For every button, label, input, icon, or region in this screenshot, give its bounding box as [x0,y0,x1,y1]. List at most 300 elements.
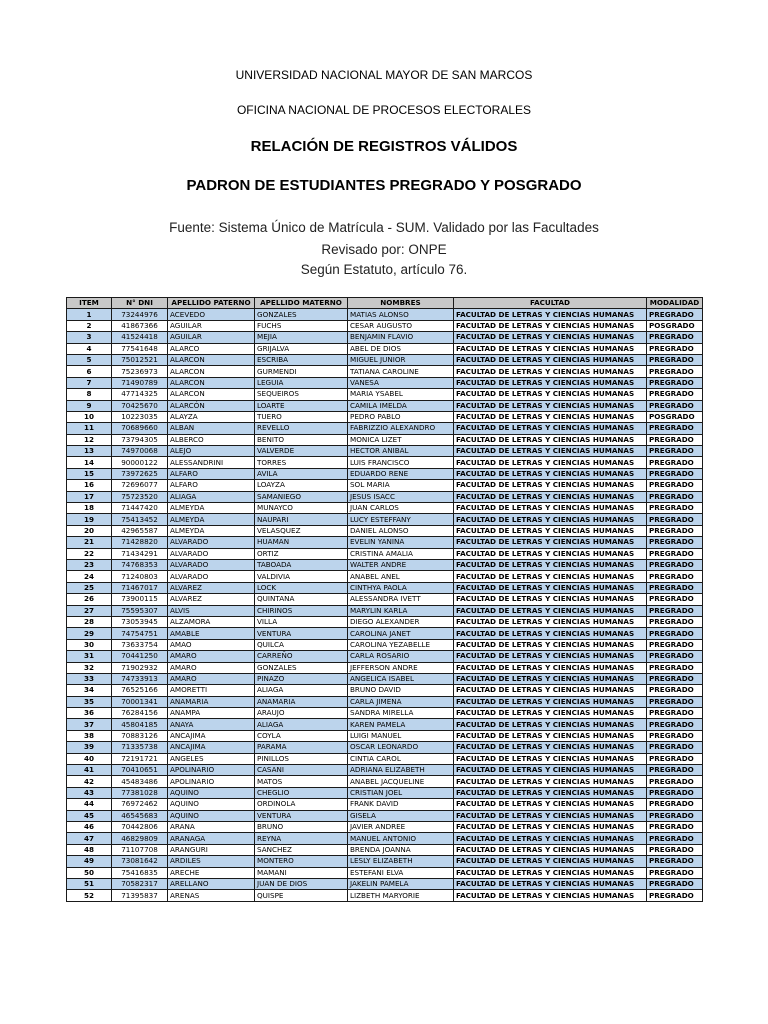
faculty-cell: FACULTAD DE LETRAS Y CIENCIAS HUMANAS [454,332,647,343]
faculty-cell: FACULTAD DE LETRAS Y CIENCIAS HUMANAS [454,411,647,422]
names-cell: MARYLIN KARLA [348,605,454,616]
names-cell: CINTHYA PAOLA [348,582,454,593]
table-row [67,343,703,354]
item-cell: 50 [67,867,112,878]
paternal-surname-cell: ALFARO [168,468,255,479]
maternal-surname-cell: VELASQUEZ [255,525,348,536]
maternal-surname-cell: SAMANIEGO [255,491,348,502]
faculty-cell: FACULTAD DE LETRAS Y CIENCIAS HUMANAS [454,856,647,867]
maternal-surname-cell: NAUPARI [255,514,348,525]
table-row [67,400,703,411]
names-cell: MARIA YSABEL [348,389,454,400]
maternal-surname-cell: QUISPE [255,890,348,901]
names-cell: CINTIA CAROL [348,753,454,764]
item-cell: 6 [67,366,112,377]
names-cell: JEFFERSON ANDRE [348,662,454,673]
item-cell: 26 [67,594,112,605]
item-cell: 4 [67,343,112,354]
dni-cell: 75236973 [112,366,168,377]
modality-cell: PREGRADO [647,833,703,844]
maternal-surname-cell: MATOS [255,776,348,787]
dni-cell: 70425670 [112,400,168,411]
table-row [67,708,703,719]
modality-cell: PREGRADO [647,377,703,388]
modality-cell: PREGRADO [647,890,703,901]
modality-cell: PREGRADO [647,719,703,730]
modality-cell: PREGRADO [647,651,703,662]
dni-cell: 73633754 [112,639,168,650]
faculty-cell: FACULTAD DE LETRAS Y CIENCIAS HUMANAS [454,833,647,844]
maternal-surname-cell: VENTURA [255,628,348,639]
modality-cell: PREGRADO [647,696,703,707]
dni-cell: 71434291 [112,548,168,559]
paternal-surname-cell: AQUINO [168,810,255,821]
table-row [67,639,703,650]
modality-cell: PREGRADO [647,639,703,650]
table-row [67,730,703,741]
names-cell: EVELIN YANINA [348,537,454,548]
paternal-surname-cell: ARANA [168,821,255,832]
modality-cell: PREGRADO [647,400,703,411]
faculty-cell: FACULTAD DE LETRAS Y CIENCIAS HUMANAS [454,639,647,650]
maternal-surname-cell: GRIJALVA [255,343,348,354]
dni-cell: 74754751 [112,628,168,639]
modality-cell: PREGRADO [647,582,703,593]
modality-cell: PREGRADO [647,662,703,673]
dni-cell: 71240803 [112,571,168,582]
modality-cell: PREGRADO [647,799,703,810]
table-row [67,309,703,320]
names-cell: OSCAR LEONARDO [348,742,454,753]
dni-cell: 72696077 [112,480,168,491]
names-cell: DANIEL ALONSO [348,525,454,536]
faculty-cell: FACULTAD DE LETRAS Y CIENCIAS HUMANAS [454,480,647,491]
item-cell: 32 [67,662,112,673]
table-row [67,673,703,684]
maternal-surname-cell: VALVERDE [255,446,348,457]
table-row [67,628,703,639]
paternal-surname-cell: ALVARADO [168,537,255,548]
modality-cell: PREGRADO [647,856,703,867]
faculty-cell: FACULTAD DE LETRAS Y CIENCIAS HUMANAS [454,787,647,798]
statute-note: Según Estatuto, artículo 76. [300,262,468,277]
dni-cell: 70442806 [112,821,168,832]
dni-cell: 71467017 [112,582,168,593]
dni-cell: 71395837 [112,890,168,901]
paternal-surname-cell: ALVARADO [168,559,255,570]
item-cell: 29 [67,628,112,639]
faculty-cell: FACULTAD DE LETRAS Y CIENCIAS HUMANAS [454,548,647,559]
names-cell: MATIAS ALONSO [348,309,454,320]
paternal-surname-cell: ARENAS [168,890,255,901]
modality-cell: PREGRADO [647,594,703,605]
table-row [67,548,703,559]
table-header-row [67,298,703,309]
item-cell: 35 [67,696,112,707]
modality-cell: PREGRADO [647,332,703,343]
paternal-surname-cell: ANCAJIMA [168,742,255,753]
reviewed-note: Revisado por: ONPE [321,242,447,257]
names-cell: CAROLINA JANET [348,628,454,639]
table-row [67,411,703,422]
faculty-cell: FACULTAD DE LETRAS Y CIENCIAS HUMANAS [454,799,647,810]
names-cell: LESLY ELIZABETH [348,856,454,867]
modality-cell: PREGRADO [647,480,703,491]
paternal-surname-cell: ACEVEDO [168,309,255,320]
dni-cell: 70410651 [112,765,168,776]
paternal-surname-cell: ALVARADO [168,571,255,582]
paternal-surname-cell: AQUINO [168,787,255,798]
item-cell: 25 [67,582,112,593]
paternal-surname-cell: ALARCON [168,354,255,365]
faculty-cell: FACULTAD DE LETRAS Y CIENCIAS HUMANAS [454,673,647,684]
item-cell: 45 [67,810,112,821]
names-cell: CARLA ROSARIO [348,651,454,662]
dni-cell: 71490789 [112,377,168,388]
table-row [67,719,703,730]
modality-cell: PREGRADO [647,844,703,855]
column-header-maternal-surname: APELLIDO MATERNO [255,298,348,309]
table-row [67,389,703,400]
names-cell: BRUNO DAVID [348,685,454,696]
modality-cell: PREGRADO [647,685,703,696]
faculty-cell: FACULTAD DE LETRAS Y CIENCIAS HUMANAS [454,354,647,365]
paternal-surname-cell: ALVAREZ [168,582,255,593]
faculty-cell: FACULTAD DE LETRAS Y CIENCIAS HUMANAS [454,571,647,582]
table-row [67,354,703,365]
maternal-surname-cell: REYNA [255,833,348,844]
column-header-names: NOMBRES [348,298,454,309]
dni-cell: 76972462 [112,799,168,810]
names-cell: JAVIER ANDREE [348,821,454,832]
names-cell: HECTOR ANIBAL [348,446,454,457]
names-cell: LUIGI MANUEL [348,730,454,741]
item-cell: 33 [67,673,112,684]
paternal-surname-cell: ARDILES [168,856,255,867]
faculty-cell: FACULTAD DE LETRAS Y CIENCIAS HUMANAS [454,320,647,331]
names-cell: DIEGO ALEXANDER [348,616,454,627]
modality-cell: PREGRADO [647,616,703,627]
names-cell: FRANK DAVID [348,799,454,810]
faculty-cell: FACULTAD DE LETRAS Y CIENCIAS HUMANAS [454,400,647,411]
dni-cell: 71335738 [112,742,168,753]
modality-cell: POSGRADO [647,411,703,422]
item-cell: 17 [67,491,112,502]
paternal-surname-cell: ARECHE [168,867,255,878]
maternal-surname-cell: HUAMAN [255,537,348,548]
column-header-modality: MODALIDAD [647,298,703,309]
modality-cell: PREGRADO [647,742,703,753]
names-cell: LUIS FRANCISCO [348,457,454,468]
registry-table [66,297,703,902]
modality-cell: PREGRADO [647,730,703,741]
table-row [67,480,703,491]
dni-cell: 76284156 [112,708,168,719]
item-cell: 37 [67,719,112,730]
dni-cell: 75012521 [112,354,168,365]
table-row [67,468,703,479]
faculty-cell: FACULTAD DE LETRAS Y CIENCIAS HUMANAS [454,377,647,388]
modality-cell: PREGRADO [647,787,703,798]
table-row [67,696,703,707]
modality-cell: PREGRADO [647,343,703,354]
modality-cell: PREGRADO [647,491,703,502]
names-cell: ABEL DE DIOS [348,343,454,354]
dni-cell: 46545683 [112,810,168,821]
modality-cell: PREGRADO [647,537,703,548]
paternal-surname-cell: ALIAGA [168,491,255,502]
paternal-surname-cell: AMARO [168,651,255,662]
paternal-surname-cell: AGUILAR [168,332,255,343]
faculty-cell: FACULTAD DE LETRAS Y CIENCIAS HUMANAS [454,468,647,479]
table-row [67,423,703,434]
maternal-surname-cell: ARAUJO [255,708,348,719]
modality-cell: PREGRADO [647,457,703,468]
paternal-surname-cell: APOLINARIO [168,776,255,787]
table-row [67,787,703,798]
item-cell: 16 [67,480,112,491]
paternal-surname-cell: ALARCON [168,366,255,377]
maternal-surname-cell: PINILLOS [255,753,348,764]
column-header-paternal-surname: APELLIDO PATERNO [168,298,255,309]
names-cell: BRENDA JOANNA [348,844,454,855]
paternal-surname-cell: ALBAN [168,423,255,434]
dni-cell: 74733913 [112,673,168,684]
dni-cell: 72191721 [112,753,168,764]
item-cell: 22 [67,548,112,559]
faculty-cell: FACULTAD DE LETRAS Y CIENCIAS HUMANAS [454,719,647,730]
faculty-cell: FACULTAD DE LETRAS Y CIENCIAS HUMANAS [454,651,647,662]
table-row [67,377,703,388]
item-cell: 28 [67,616,112,627]
names-cell: MIGUEL JUNIOR [348,354,454,365]
maternal-surname-cell: MEJIA [255,332,348,343]
modality-cell: PREGRADO [647,628,703,639]
dni-cell: 75413452 [112,514,168,525]
maternal-surname-cell: VILLA [255,616,348,627]
item-cell: 41 [67,765,112,776]
paternal-surname-cell: ALEJO [168,446,255,457]
names-cell: JUAN CARLOS [348,503,454,514]
table-row [67,856,703,867]
item-cell: 51 [67,878,112,889]
dni-cell: 41524418 [112,332,168,343]
modality-cell: PREGRADO [647,765,703,776]
modality-cell: PREGRADO [647,673,703,684]
dni-cell: 46829809 [112,833,168,844]
table-body [67,309,703,901]
faculty-cell: FACULTAD DE LETRAS Y CIENCIAS HUMANAS [454,753,647,764]
table-row [67,662,703,673]
names-cell: CRISTINA AMALIA [348,548,454,559]
item-cell: 11 [67,423,112,434]
modality-cell: PREGRADO [647,446,703,457]
item-cell: 24 [67,571,112,582]
document-subtitle: PADRON DE ESTUDIANTES PREGRADO Y POSGRADO [186,177,582,194]
faculty-cell: FACULTAD DE LETRAS Y CIENCIAS HUMANAS [454,446,647,457]
maternal-surname-cell: LOAYZA [255,480,348,491]
item-cell: 20 [67,525,112,536]
modality-cell: PREGRADO [647,878,703,889]
faculty-cell: FACULTAD DE LETRAS Y CIENCIAS HUMANAS [454,423,647,434]
table-row [67,742,703,753]
modality-cell: PREGRADO [647,514,703,525]
table-row [67,525,703,536]
dni-cell: 75723520 [112,491,168,502]
item-cell: 18 [67,503,112,514]
dni-cell: 10223035 [112,411,168,422]
names-cell: MONICA LIZET [348,434,454,445]
table-row [67,503,703,514]
modality-cell: PREGRADO [647,867,703,878]
table-row [67,434,703,445]
paternal-surname-cell: AMARO [168,662,255,673]
maternal-surname-cell: SANCHEZ [255,844,348,855]
faculty-cell: FACULTAD DE LETRAS Y CIENCIAS HUMANAS [454,730,647,741]
dni-cell: 73794305 [112,434,168,445]
item-cell: 49 [67,856,112,867]
faculty-cell: FACULTAD DE LETRAS Y CIENCIAS HUMANAS [454,776,647,787]
modality-cell: PREGRADO [647,434,703,445]
maternal-surname-cell: TORRES [255,457,348,468]
paternal-surname-cell: ALBERCO [168,434,255,445]
names-cell: ESTEFANI ELVA [348,867,454,878]
item-cell: 39 [67,742,112,753]
table-row [67,810,703,821]
university-name: UNIVERSIDAD NACIONAL MAYOR DE SAN MARCOS [235,68,533,82]
faculty-cell: FACULTAD DE LETRAS Y CIENCIAS HUMANAS [454,343,647,354]
maternal-surname-cell: TABOADA [255,559,348,570]
faculty-cell: FACULTAD DE LETRAS Y CIENCIAS HUMANAS [454,503,647,514]
faculty-cell: FACULTAD DE LETRAS Y CIENCIAS HUMANAS [454,514,647,525]
paternal-surname-cell: ANCAJIMA [168,730,255,741]
maternal-surname-cell: VENTURA [255,810,348,821]
maternal-surname-cell: GONZALES [255,309,348,320]
dni-cell: 74970068 [112,446,168,457]
table-row [67,833,703,844]
maternal-surname-cell: ORDINOLA [255,799,348,810]
maternal-surname-cell: PINAZO [255,673,348,684]
modality-cell: PREGRADO [647,776,703,787]
names-cell: JESUS ISACC [348,491,454,502]
names-cell: LIZBETH MARYORIE [348,890,454,901]
names-cell: ADRIANA ELIZABETH [348,765,454,776]
modality-cell: PREGRADO [647,503,703,514]
maternal-surname-cell: MONTERO [255,856,348,867]
paternal-surname-cell: ALVAREZ [168,594,255,605]
table-row [67,594,703,605]
column-header-dni: N° DNI [112,298,168,309]
maternal-surname-cell: JUAN DE DIOS [255,878,348,889]
names-cell: TATIANA CAROLINE [348,366,454,377]
item-cell: 40 [67,753,112,764]
paternal-surname-cell: ARELLANO [168,878,255,889]
names-cell: SANDRA MIRELLA [348,708,454,719]
dni-cell: 90000122 [112,457,168,468]
maternal-surname-cell: CASANI [255,765,348,776]
item-cell: 48 [67,844,112,855]
item-cell: 9 [67,400,112,411]
paternal-surname-cell: APOLINARIO [168,765,255,776]
document-title: RELACIÓN DE REGISTROS VÁLIDOS [250,138,518,155]
modality-cell: PREGRADO [647,366,703,377]
modality-cell: PREGRADO [647,389,703,400]
faculty-cell: FACULTAD DE LETRAS Y CIENCIAS HUMANAS [454,765,647,776]
names-cell: ALESSANDRA IVETT [348,594,454,605]
maternal-surname-cell: ESCRIBA [255,354,348,365]
faculty-cell: FACULTAD DE LETRAS Y CIENCIAS HUMANAS [454,309,647,320]
table-row [67,765,703,776]
paternal-surname-cell: ALAYZA [168,411,255,422]
faculty-cell: FACULTAD DE LETRAS Y CIENCIAS HUMANAS [454,867,647,878]
column-header-item: ITEM [67,298,112,309]
table-row [67,605,703,616]
item-cell: 21 [67,537,112,548]
maternal-surname-cell: GONZALES [255,662,348,673]
dni-cell: 42965587 [112,525,168,536]
table-row [67,616,703,627]
faculty-cell: FACULTAD DE LETRAS Y CIENCIAS HUMANAS [454,537,647,548]
dni-cell: 75416835 [112,867,168,878]
names-cell: ANABEL ANEL [348,571,454,582]
item-cell: 44 [67,799,112,810]
paternal-surname-cell: ALARCON [168,377,255,388]
modality-cell: PREGRADO [647,309,703,320]
table-row [67,844,703,855]
dni-cell: 71902932 [112,662,168,673]
item-cell: 10 [67,411,112,422]
item-cell: 14 [67,457,112,468]
faculty-cell: FACULTAD DE LETRAS Y CIENCIAS HUMANAS [454,844,647,855]
faculty-cell: FACULTAD DE LETRAS Y CIENCIAS HUMANAS [454,616,647,627]
faculty-cell: FACULTAD DE LETRAS Y CIENCIAS HUMANAS [454,491,647,502]
paternal-surname-cell: ALESSANDRINI [168,457,255,468]
maternal-surname-cell: FUCHS [255,320,348,331]
maternal-surname-cell: ANAMARIA [255,696,348,707]
table-row [67,651,703,662]
table-row [67,491,703,502]
paternal-surname-cell: ALARCÓN [168,400,255,411]
maternal-surname-cell: ORTIZ [255,548,348,559]
dni-cell: 71107708 [112,844,168,855]
maternal-surname-cell: CHIRINOS [255,605,348,616]
faculty-cell: FACULTAD DE LETRAS Y CIENCIAS HUMANAS [454,594,647,605]
maternal-surname-cell: BENITO [255,434,348,445]
faculty-cell: FACULTAD DE LETRAS Y CIENCIAS HUMANAS [454,821,647,832]
modality-cell: POSGRADO [647,320,703,331]
item-cell: 12 [67,434,112,445]
maternal-surname-cell: CARREÑO [255,651,348,662]
paternal-surname-cell: AMARO [168,673,255,684]
table-row [67,571,703,582]
dni-cell: 73900115 [112,594,168,605]
modality-cell: PREGRADO [647,571,703,582]
table-row [67,457,703,468]
modality-cell: PREGRADO [647,708,703,719]
maternal-surname-cell: PARAMA [255,742,348,753]
maternal-surname-cell: CHEGLIO [255,787,348,798]
faculty-cell: FACULTAD DE LETRAS Y CIENCIAS HUMANAS [454,457,647,468]
dni-cell: 73972625 [112,468,168,479]
table-row [67,776,703,787]
modality-cell: PREGRADO [647,605,703,616]
table-row [67,799,703,810]
names-cell: ANGELICA ISABEL [348,673,454,684]
office-name: OFICINA NACIONAL DE PROCESOS ELECTORALES [236,103,532,117]
paternal-surname-cell: ALMEYDA [168,503,255,514]
dni-cell: 76525166 [112,685,168,696]
names-cell: CRISTIAN JOEL [348,787,454,798]
